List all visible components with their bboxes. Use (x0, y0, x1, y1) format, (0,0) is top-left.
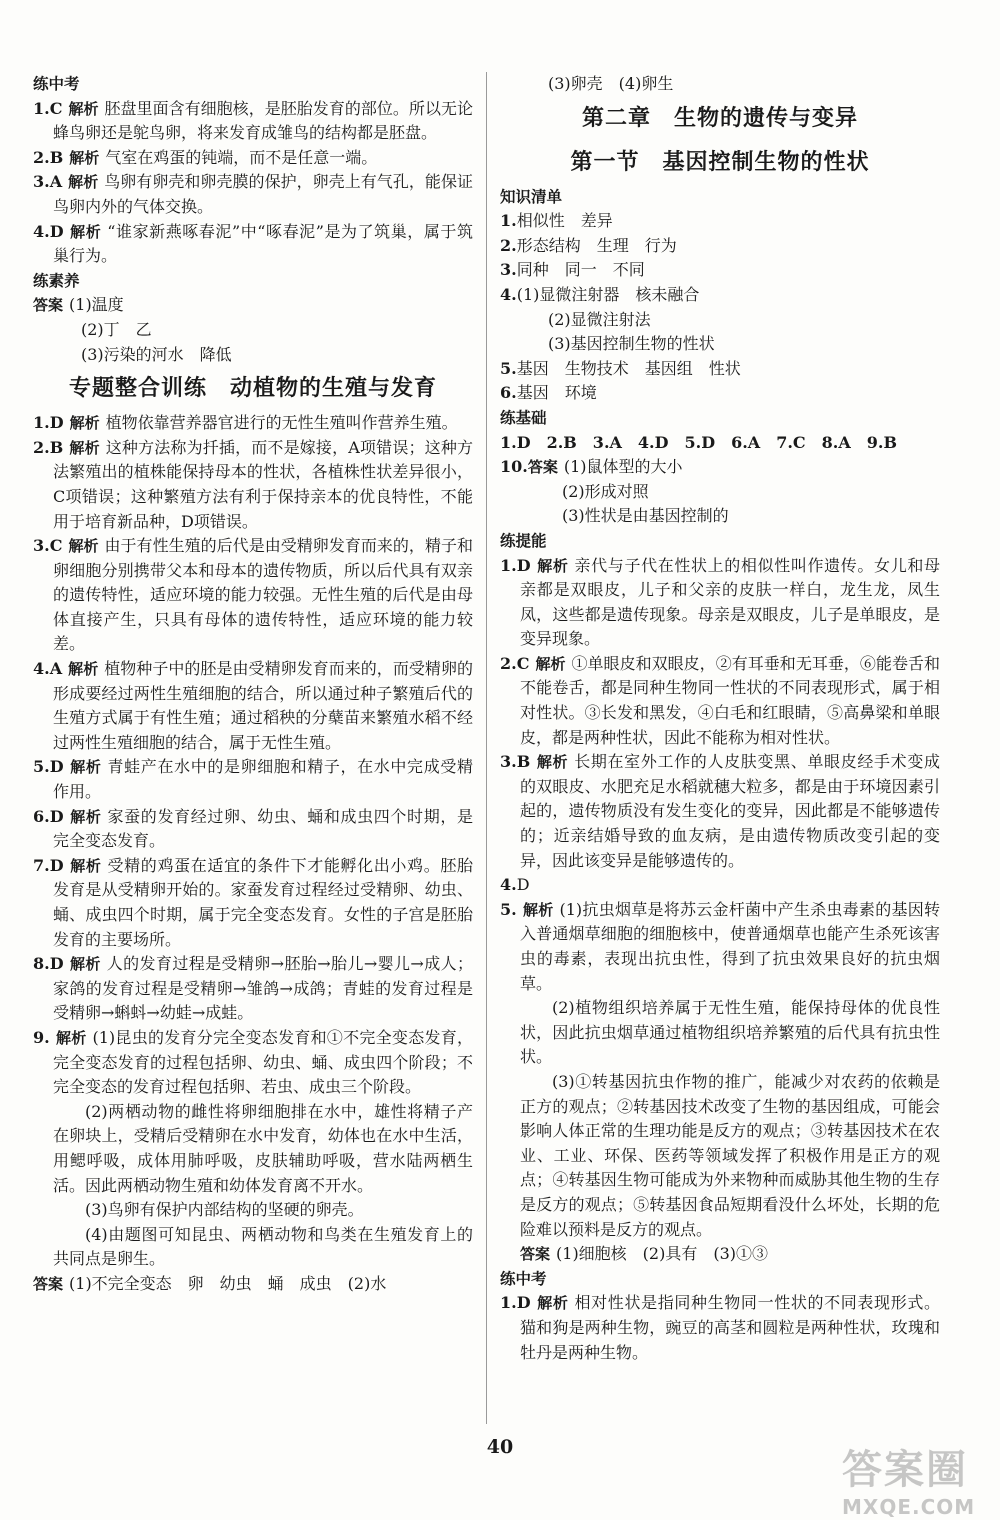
answer-item (33, 436, 473, 534)
answer-item (500, 381, 940, 406)
item-text: (1)抗虫烟草是将苏云金杆菌中产生杀虫毒素的基因转入普通烟草细胞的细胞核中，使普通烟草也能产生杀死该害虫的毒素，表现出抗虫性，得到了抗虫效果良好的抗虫烟草。 (520, 899, 940, 993)
answer-item (33, 755, 473, 804)
item-text: ①单眼皮和双眼皮，②有耳垂和无耳垂，⑥能卷舌和不能卷舌，都是同种生物同一性状的不同表现形式，属于相对性状。③长发和黑发，④白毛和红眼睛，⑤高鼻梁和单眼皮，都是两种性状，因此不能称为相对性状。 (520, 653, 940, 747)
item-number: 5. (500, 899, 517, 919)
analysis-label: 解析 (535, 654, 566, 673)
analysis-label: 解析 (69, 758, 102, 777)
answer-subline: (3)污染的河水 降低 (81, 344, 232, 364)
item-number: 5.D (33, 757, 64, 777)
section-heading: 练中考 (33, 75, 80, 93)
analysis-label: 解析 (68, 173, 99, 192)
analysis-label: 解析 (68, 99, 99, 118)
item-text: 家蚕的发育经过卵、幼虫、蛹和成虫四个时期，是完全变态发育。 (53, 806, 473, 851)
section-heading: 练提能 (500, 531, 547, 550)
analysis-paragraph: (3)鸟卵有保护内部结构的坚硬的卵壳。 (85, 1200, 364, 1220)
item-number: 3.A (33, 172, 63, 192)
section-heading: 知识清单 (500, 187, 563, 206)
item-text: 气室在鸡蛋的钝端，而不是任意一端。 (105, 147, 378, 167)
analysis-label: 解析 (69, 438, 100, 457)
item-number: 6. (500, 383, 517, 403)
item-text: 形态结构 生理 行为 (516, 235, 677, 255)
analysis-label: 解析 (69, 148, 100, 167)
section-heading: 练素养 (33, 271, 80, 290)
answer-subline: (2)显微注射法 (548, 309, 651, 329)
item-number: 6.D (33, 806, 64, 826)
answer-item (33, 170, 473, 219)
item-number: 4.A (33, 659, 63, 679)
item-number: 4. (500, 875, 517, 895)
answer-subline: (3)性状是由基因控制的 (562, 506, 729, 526)
answer-item (33, 97, 473, 146)
answer-item (33, 1026, 473, 1100)
item-number: 2. (500, 235, 517, 255)
item-number: 1. (500, 211, 517, 231)
item-text: 植物种子中的胚是由受精卵发育而来的，而受精卵的形成要经过两性生殖细胞的结合，所以通过种子繁殖后代的生殖方式属于有性生殖；通过稻秧的分蘖苗来繁殖水稻不经过两性生殖细胞的结合，属于无性生殖。 (53, 659, 473, 752)
analysis-paragraph: (2)两栖动物的雌性将卵细胞排在水中，雄性将精子产在卵块上，受精后受精卵在水中发育，幼体也在水中生活，用鳃呼吸，成体用肺呼吸，皮肤辅助呼吸，营水陆两栖生活。因此两栖动物生殖和幼体发育离不开水。 (53, 1101, 473, 1195)
answer-item (500, 1291, 940, 1365)
item-number: 1.D (33, 413, 64, 433)
item-number: 9. (33, 1027, 50, 1047)
item-text: 受精的鸡蛋在适宜的条件下才能孵化出小鸡。胚胎发育是从受精卵开始的。家蚕发育过程经过受精卵、幼虫、蛹、成虫四个时期，属于完全变态发育。女性的子宫是胚胎发育的主要场所。 (53, 855, 473, 949)
answer-line (33, 293, 473, 318)
right-column (500, 72, 940, 1365)
analysis-label: 解析 (69, 856, 102, 875)
item-text: 青蛙产在水中的是卵细胞和精子，在水中完成受精作用。 (53, 757, 473, 802)
item-number: 2.B (33, 147, 64, 167)
column-divider (486, 72, 487, 1424)
answer-item (33, 146, 473, 171)
answer-text: (1)温度 (69, 295, 124, 315)
item-text: D (516, 875, 530, 895)
answer-label: 答案 (527, 458, 558, 477)
item-text: 植物依靠营养器官进行的无性生殖叫作营养生殖。 (105, 413, 458, 433)
item-number: 3. (500, 260, 517, 280)
answer-item (500, 209, 940, 234)
item-number: 2.C (500, 653, 530, 673)
item-text: 基因 环境 (516, 383, 597, 403)
answer-item (33, 952, 473, 1026)
answer-line (33, 1272, 473, 1297)
answer-subline: (3)卵壳 (4)卵生 (548, 74, 674, 93)
analysis-label: 解析 (69, 807, 102, 826)
answer-item (500, 873, 940, 898)
item-text: 胚盘里面含有细胞核，是胚胎发育的部位。所以无论蜂鸟卵还是鸵鸟卵，将来发育成雏鸟的结构都是胚盘。 (53, 98, 473, 143)
answer-item (500, 258, 940, 283)
answer-line (500, 455, 940, 480)
answer-item (33, 411, 473, 436)
answer-subline: (2)丁 乙 (81, 319, 152, 339)
item-text: 相对性状是指同种生物同一性状的不同表现形式。猫和狗是两种生物，豌豆的高茎和圆粒是两种性状，玫瑰和牡丹是两种生物。 (520, 1293, 940, 1362)
answer-text: (1)鼠体型的大小 (563, 457, 683, 477)
answer-text: (1)细胞核 (2)具有 (3)①③ (556, 1244, 769, 1264)
item-text: 亲代与子代在性状上的相似性叫作遗传。女儿和母亲都是双眼皮，儿子和父亲的皮肤一样白，龙生龙，凤生凤，这些都是遗传现象。母亲是双眼皮，儿子是单眼皮，是变异现象。 (520, 555, 940, 649)
analysis-label: 解析 (536, 753, 569, 772)
answer-text: (1)不完全变态 卵 幼虫 蛹 成虫 (2)水 (69, 1273, 387, 1293)
item-text: “谁家新燕啄春泥”中“啄春泥”是为了筑巢，属于筑巢行为。 (53, 221, 473, 266)
item-text: 基因 生物技术 基因组 性状 (516, 358, 741, 378)
chapter-title: 第一节 基因控制生物的性状 (570, 149, 870, 175)
watermark-bottom-text: MXQE.COM (842, 1495, 976, 1519)
analysis-label: 解析 (69, 955, 101, 974)
watermark-top-text: 答案圈 (842, 1447, 968, 1493)
answer-item (500, 554, 940, 652)
item-number: 10. (500, 457, 528, 477)
answer-line (500, 1242, 940, 1267)
analysis-label: 解析 (536, 556, 569, 575)
item-text: (1)显微注射器 核未融合 (516, 284, 700, 304)
answer-label: 答案 (33, 296, 64, 315)
page-number: 40 (486, 1436, 514, 1458)
analysis-label: 解析 (68, 660, 99, 679)
answer-item (500, 750, 940, 873)
analysis-label: 解析 (55, 1028, 87, 1047)
item-number: 7.D (33, 855, 64, 875)
item-number: 2.B (33, 437, 64, 457)
analysis-paragraph: (4)由题图可知昆虫、两栖动物和鸟类在生殖发育上的共同点是卵生。 (53, 1224, 473, 1269)
item-number: 3.C (33, 536, 63, 556)
section-heading: 练中考 (500, 1269, 547, 1288)
answer-label: 答案 (520, 1245, 551, 1264)
answer-item (33, 657, 473, 755)
answer-item (500, 234, 940, 259)
analysis-label: 解析 (69, 414, 100, 433)
chapter-title: 专题整合训练 动植物的生殖与发育 (68, 376, 437, 402)
item-text: (1)昆虫的发育分完全变态发育和①不完全变态发育，完全变态发育的过程包括卵、幼虫、蛹、成虫四个阶段；不完全变态的发育过程包括卵、若虫、成虫三个阶段。 (53, 1027, 473, 1097)
item-text: 由于有性生殖的后代是由受精卵发育而来的，精子和卵细胞分别携带父本和母本的遗传物质，所以后代具有双亲的遗传特性，适应环境的能力较强。无性生殖的后代是由母体直接产生，只具有母体的遗传特性，适应环境的能力较差。 (53, 536, 473, 654)
item-number: 1.D (500, 555, 531, 575)
answer-item (500, 283, 940, 308)
item-text: 人的发育过程是受精卵→胚胎→胎儿→婴儿→成人；家鸽的发育过程是受精卵→雏鸽→成鸽；青蛙的发育过程是受精卵→蝌蚪→幼蛙→成蛙。 (53, 954, 473, 1023)
answer-item (33, 805, 473, 854)
answer-label: 答案 (33, 1274, 64, 1293)
item-number: 3.B (500, 752, 531, 772)
item-number: 4. (500, 284, 517, 304)
analysis-label: 解析 (522, 900, 554, 919)
item-number: 1.C (33, 98, 63, 118)
answer-item (33, 534, 473, 657)
analysis-paragraph: (2)植物组织培养属于无性生殖，能保持母体的优良性状，因此抗虫烟草通过植物组织培养繁殖的后代具有抗虫性状。 (520, 998, 940, 1067)
answer-item (500, 357, 940, 382)
item-number: 5. (500, 358, 517, 378)
item-text: 鸟卵有卵壳和卵壳膜的保护，卵壳上有气孔，能保证鸟卵内外的气体交换。 (53, 172, 473, 216)
choice-answers: 1.D 2.B 3.A 4.D 5.D 6.A 7.C 8.A 9.B (500, 432, 897, 452)
item-text: 相似性 差异 (516, 211, 613, 231)
item-text: 同种 同一 不同 (516, 260, 645, 280)
answer-item (33, 854, 473, 952)
item-text: 这种方法称为扦插，而不是嫁接，A项错误；这种方法繁殖出的植株能保持母本的性状，各植株性状差异很小，C项错误；这种繁殖方法有利于保持亲本的优良特性，不能用于培育新品种，D项错误。 (53, 437, 473, 531)
section-heading: 练基础 (500, 408, 547, 427)
answer-item (33, 220, 473, 269)
analysis-label: 解析 (536, 1294, 569, 1313)
left-column (33, 72, 473, 1297)
analysis-paragraph: (3)①转基因抗虫作物的推广，能减少对农药的依赖是正方的观点；②转基因技术改变了生物的基因组成，可能会影响人体正常的生理功能是反方的观点；③转基因技术在农业、工业、环保、医药等领域发挥了积极作用是正方的观点；④转基因生物可能成为外来物种而威胁其他生物的生存是反方的观点；⑤转基因食品短期看没什么坏处，长期的危险难以预料是反方的观点。 (520, 1071, 940, 1239)
item-text: 长期在室外工作的人皮肤变黑、单眼皮经手术变成的双眼皮、水肥充足水稻就穗大粒多，都是由于环境因素引起的，遗传物质没有发生变化的变异，因此都是不能够遗传的；近亲结婚导致的血友病，是由遗传物质改变引起的变异，因此该变异是能够遗传的。 (520, 752, 940, 870)
watermark-logo (842, 1438, 992, 1519)
answer-item (500, 898, 940, 996)
answer-item (500, 652, 940, 750)
answer-subline: (2)形成对照 (562, 481, 649, 501)
item-number: 8.D (33, 954, 64, 974)
answer-subline: (3)基因控制生物的性状 (548, 334, 715, 354)
item-number: 1.D (500, 1293, 531, 1313)
analysis-label: 解析 (69, 222, 102, 241)
analysis-label: 解析 (68, 537, 99, 556)
chapter-title: 第二章 生物的遗传与变异 (581, 105, 858, 131)
item-number: 4.D (33, 221, 64, 241)
